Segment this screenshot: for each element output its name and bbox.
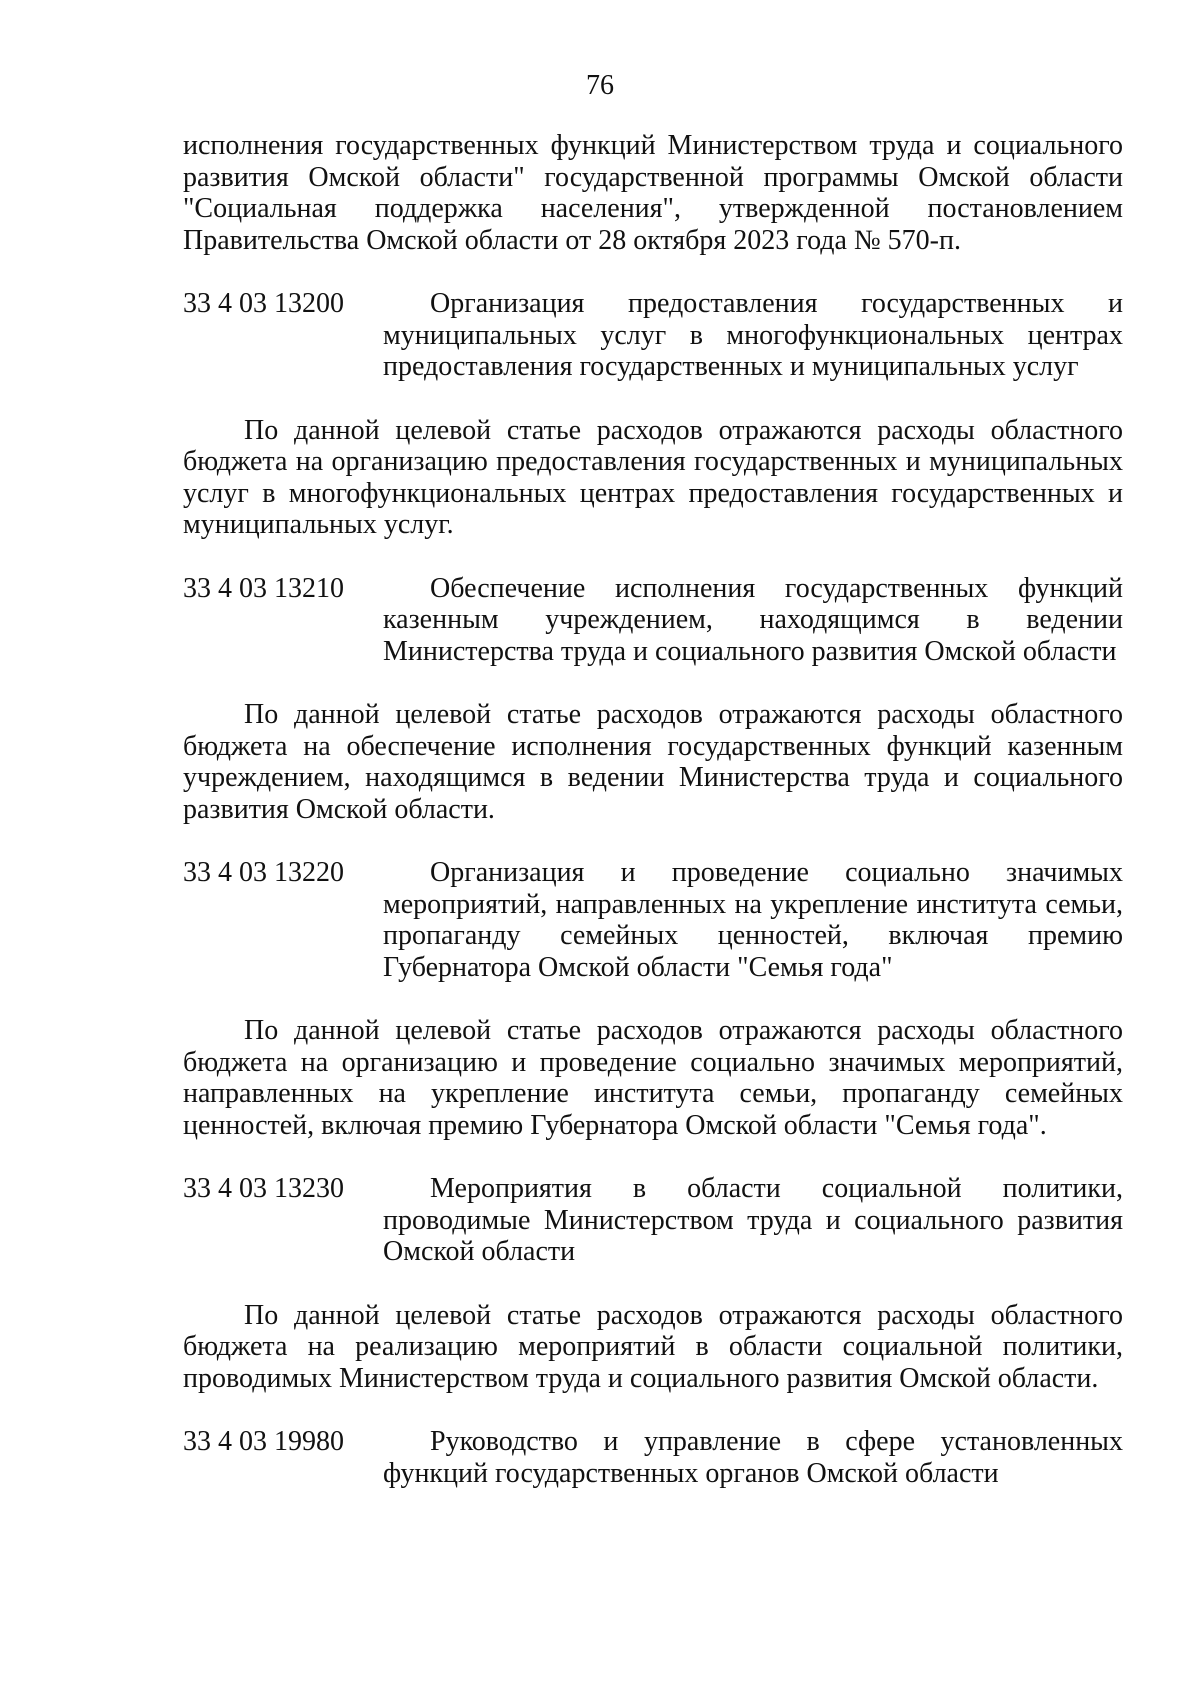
article-code: 33 4 03 13210	[183, 572, 344, 604]
article-title: Мероприятия в области социальной политики, проводимые Министерством труда и социального развития Омской области	[383, 1173, 1123, 1267]
budget-article-entry	[183, 1426, 1123, 1489]
budget-article-entry	[183, 573, 1123, 668]
article-description: По данной целевой статье расходов отражаются расходы областного бюджета на обеспечение исполнения государственных функций казенным учреждением, находящимся в ведении Министерства труда и социального развития Омской области.	[183, 699, 1123, 825]
page-number: 76	[586, 70, 614, 101]
article-code: 33 4 03 19980	[183, 1426, 344, 1457]
article-title: Организация предоставления государственных и муниципальных услуг в многофункциональных центрах предоставления государственных и муниципальных услуг	[383, 288, 1123, 382]
article-description: По данной целевой статье расходов отражаются расходы областного бюджета на организацию предоставления государственных и муниципальных услуг в многофункциональных центрах предоставления государственных и муниципальных услуг.	[183, 414, 1123, 540]
budget-article-entry	[183, 857, 1123, 983]
article-title: Организация и проведение социально значимых мероприятий, направленных на укрепление института семьи, пропаганду семейных ценностей, включая премию Губернатора Омской области "Семья года"	[383, 857, 1123, 983]
article-title: Обеспечение исполнения государственных функций казенным учреждением, находящимся в ведении Министерства труда и социального развития Омской области	[383, 572, 1123, 667]
article-code: 33 4 03 13220	[183, 857, 344, 888]
budget-article-entry	[183, 1173, 1123, 1268]
article-description: По данной целевой статье расходов отражаются расходы областного бюджета на реализацию мероприятий в области социальной политики, проводимых Министерством труда и социального развития Омской области.	[183, 1299, 1123, 1394]
continuation-paragraph: исполнения государственных функций Министерством труда и социального развития Омской области" государственной программы Омской области "Социальная поддержка населения", утвержденной постановлением Правительства Омской области от 28 октября 2023 года № 570-п.	[183, 130, 1123, 256]
budget-article-entry	[183, 288, 1123, 383]
article-title: Руководство и управление в сфере установленных функций государственных органов Омской области	[383, 1426, 1123, 1489]
document-body	[183, 130, 1123, 1489]
article-code: 33 4 03 13200	[183, 288, 344, 319]
article-code: 33 4 03 13230	[183, 1173, 344, 1204]
article-description: По данной целевой статье расходов отражаются расходы областного бюджета на организацию и проведение социально значимых мероприятий, направленных на укрепление института семьи, пропаганду семейных ценностей, включая премию Губернатора Омской области "Семья года".	[183, 1015, 1123, 1141]
